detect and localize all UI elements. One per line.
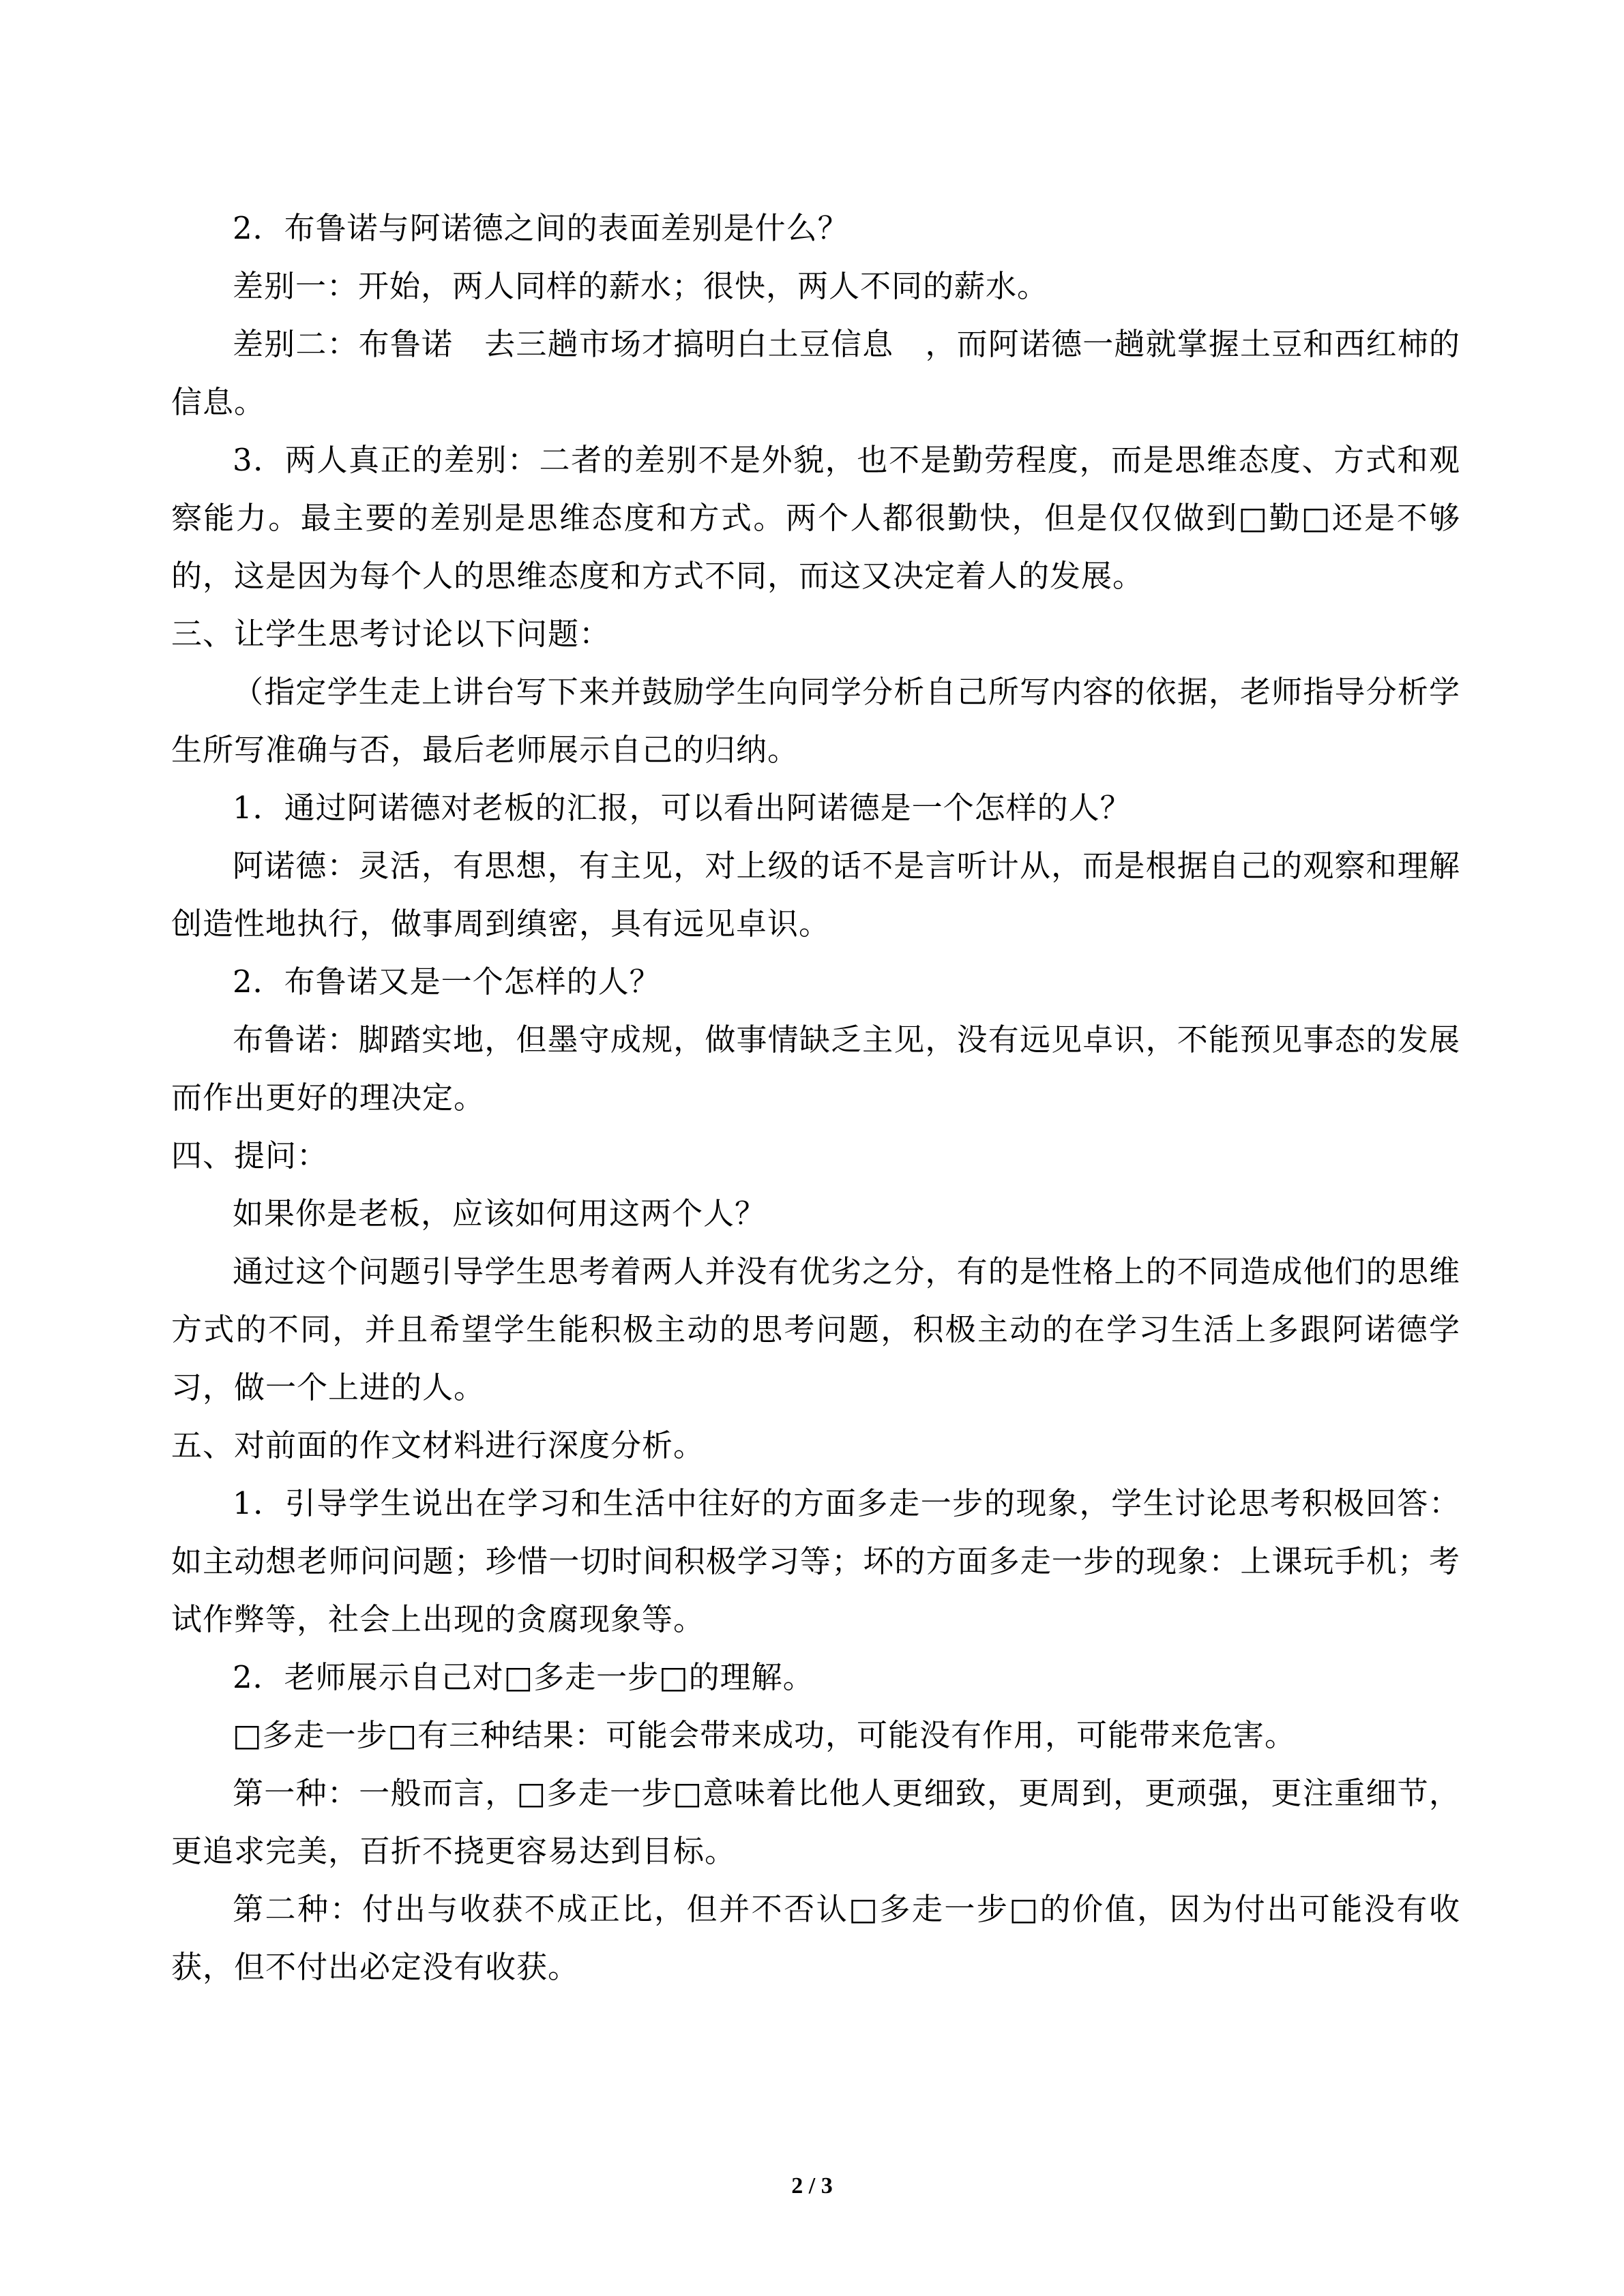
paragraph: （指定学生走上讲台写下来并鼓励学生向同学分析自己所写内容的依据，老师指导分析学生所写准确与否，最后老师展示自己的归纳。 bbox=[171, 674, 1460, 768]
paragraph: 如果你是老板，应该如何用这两个人？ bbox=[233, 1195, 767, 1232]
paragraph: 1．通过阿诺德对老板的汇报，可以看出阿诺德是一个怎样的人？ bbox=[233, 790, 1132, 826]
paragraph: 阿诺德：灵活，有思想，有主见，对上级的话不是言听计从，而是根据自己的观察和理解创造性地执行，做事周到缜密，具有远见卓识。 bbox=[171, 848, 1460, 942]
document-body bbox=[171, 199, 1460, 1996]
paragraph: 第二种：付出与收获不成正比，但并不否认□多走一步□的价值，因为付出可能没有收获，但不付出必定没有收获。 bbox=[171, 1891, 1460, 1985]
section-heading: 四、提问： bbox=[171, 1137, 329, 1174]
paragraph: 差别二：布鲁诺 去三趟市场才搞明白土豆信息 ，而阿诺德一趟就掌握土豆和西红柿的信息。 bbox=[171, 326, 1460, 420]
paragraph: 1．引导学生说出在学习和生活中往好的方面多走一步的现象，学生讨论思考积极回答：如主动想老师问问题；珍惜一切时间积极学习等；坏的方面多走一步的现象：上课玩手机；考试作弊等，社会上出现的贪腐现象等。 bbox=[171, 1485, 1460, 1637]
paragraph: 通过这个问题引导学生思考着两人并没有优劣之分，有的是性格上的不同造成他们的思维方式的不同，并且希望学生能积极主动的思考问题，积极主动的在学习生活上多跟阿诺德学习，做一个上进的人。 bbox=[171, 1253, 1460, 1405]
section-heading: 三、让学生思考讨论以下问题： bbox=[171, 616, 611, 652]
page-number: 2 / 3 bbox=[791, 2173, 833, 2198]
paragraph: 3．两人真正的差别：二者的差别不是外貌，也不是勤劳程度，而是思维态度、方式和观察能力。最主要的差别是思维态度和方式。两个人都很勤快，但是仅仅做到□勤□还是不够的，这是因为每个人的思维态度和方式不同，而这又决定着人的发展。 bbox=[171, 442, 1460, 594]
paragraph: 2．布鲁诺又是一个怎样的人？ bbox=[233, 964, 661, 1000]
paragraph: 第一种：一般而言，□多走一步□意味着比他人更细致，更周到，更顽强，更注重细节，更追求完美，百折不挠更容易达到目标。 bbox=[171, 1775, 1460, 1869]
section-heading: 五、对前面的作文材料进行深度分析。 bbox=[171, 1427, 705, 1463]
paragraph: □多走一步□有三种结果：可能会带来成功，可能没有作用，可能带来危害。 bbox=[233, 1717, 1297, 1753]
paragraph: 布鲁诺：脚踏实地，但墨守成规，做事情缺乏主见，没有远见卓识，不能预见事态的发展而作出更好的理决定。 bbox=[171, 1022, 1460, 1116]
paragraph: 2．布鲁诺与阿诺德之间的表面差别是什么？ bbox=[233, 210, 849, 246]
paragraph: 差别一：开始，两人同样的薪水；很快，两人不同的薪水。 bbox=[233, 268, 1049, 304]
paragraph: 2．老师展示自己对□多走一步□的理解。 bbox=[233, 1659, 814, 1695]
